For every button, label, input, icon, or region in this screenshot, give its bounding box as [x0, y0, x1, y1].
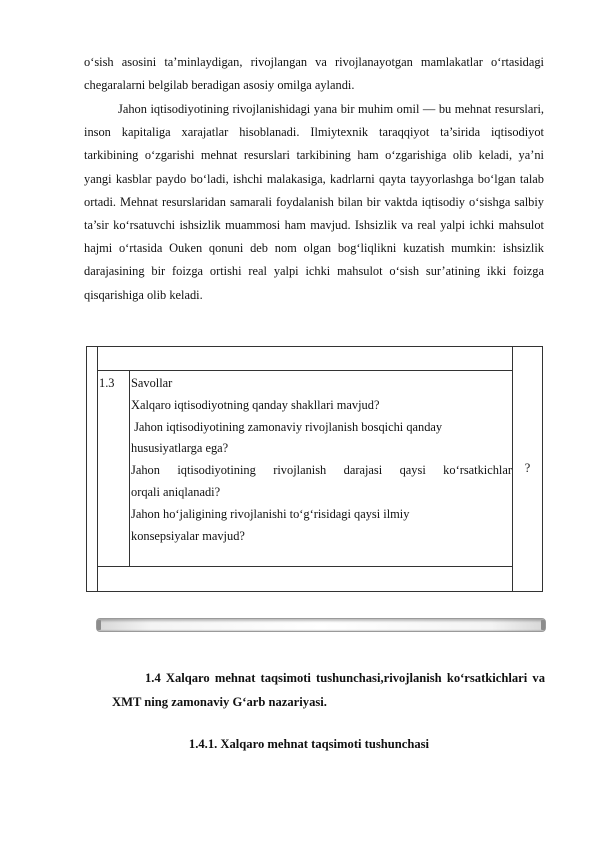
table-header-cell	[98, 347, 513, 371]
section-heading: 1.4 Xalqaro mehnat taqsimoti tushunchasi,rivojlanish ko‘rsatkichlari va XMT ning zamonaviy G‘arb nazariyasi.	[112, 671, 545, 709]
section-number: 1.3	[98, 371, 130, 567]
decorative-divider	[96, 618, 546, 632]
question-line: Jahon iqtisodiyotining zamonaviy rivojlanish bosqichi qanday	[131, 419, 443, 434]
question-line: konsepsiyalar mavjud?	[131, 528, 245, 543]
questions-cell	[130, 371, 513, 567]
subsection-heading: 1.4.1. Xalqaro mehnat taqsimoti tushunchasi	[188, 737, 430, 751]
question-mark: ?	[524, 461, 531, 476]
question-line: Xalqaro iqtisodiyotning qanday shakllari mavjud?	[131, 397, 380, 412]
table-footer-cell	[98, 567, 513, 592]
paragraph-intro: o‘sish asosini ta’minlaydigan, rivojlangan va rivojlanayotgan mamlakatlar o‘rtasidagi chegaralarni belgilab beradigan asosiy omilga aylandi.	[84, 55, 544, 93]
table-row	[87, 567, 543, 592]
question-line: hususiyatlarga ega?	[131, 441, 229, 456]
questions-title: Savollar	[131, 376, 173, 390]
question-mark-cell	[513, 347, 543, 592]
question-line: Jahon ho‘jaligining rivojlanishi to‘g‘risidagi qaysi ilmiy	[131, 506, 410, 521]
table-margin-cell	[87, 347, 98, 592]
questions-table	[86, 346, 543, 592]
question-line: orqali aniqlanadi?	[131, 484, 221, 499]
table-row	[87, 371, 543, 567]
paragraph-labor-resources: Jahon iqtisodiyotining rivojlanishidagi yana bir muhim omil — bu mehnat resurslari, inson kapitaliga xarajatlar hisoblanadi. Ilmiytexnik taraqqiyot ta’sirida iqtisodiyot tarkibining o‘zgarishi mehnat resurslari tarkibining ham o‘zgarishiga olib keladi, ya’ni yangi kasblar paydo bo‘ladi, ishchi malakasiga, kadrlarni qayta tayyorlashga bo‘lgan talab ortadi. Mehnat resurslaridan samarali foydalanish bilan bir vaktda iqtisodiy o‘sishga salbiy ta’sir ko‘rsatuvchi ishsizlik muammosi ham mavjud. Ishsizlik va real yalpi ichki mahsulot hajmi o‘rtasida Ouken qonuni deb nom olgan bog‘liqlikni kuzatish mumkin: ishsizlik darajasining bir foizga ortishi real yalpi ichki mahsulot o‘sish sur’atining ikki foizga qisqarishiga olib keladi.	[84, 102, 544, 302]
question-line: Jahon iqtisodiyotining rivojlanish darajasi qaysi ko‘rsatkichlar	[131, 463, 512, 478]
table-row	[87, 347, 543, 371]
